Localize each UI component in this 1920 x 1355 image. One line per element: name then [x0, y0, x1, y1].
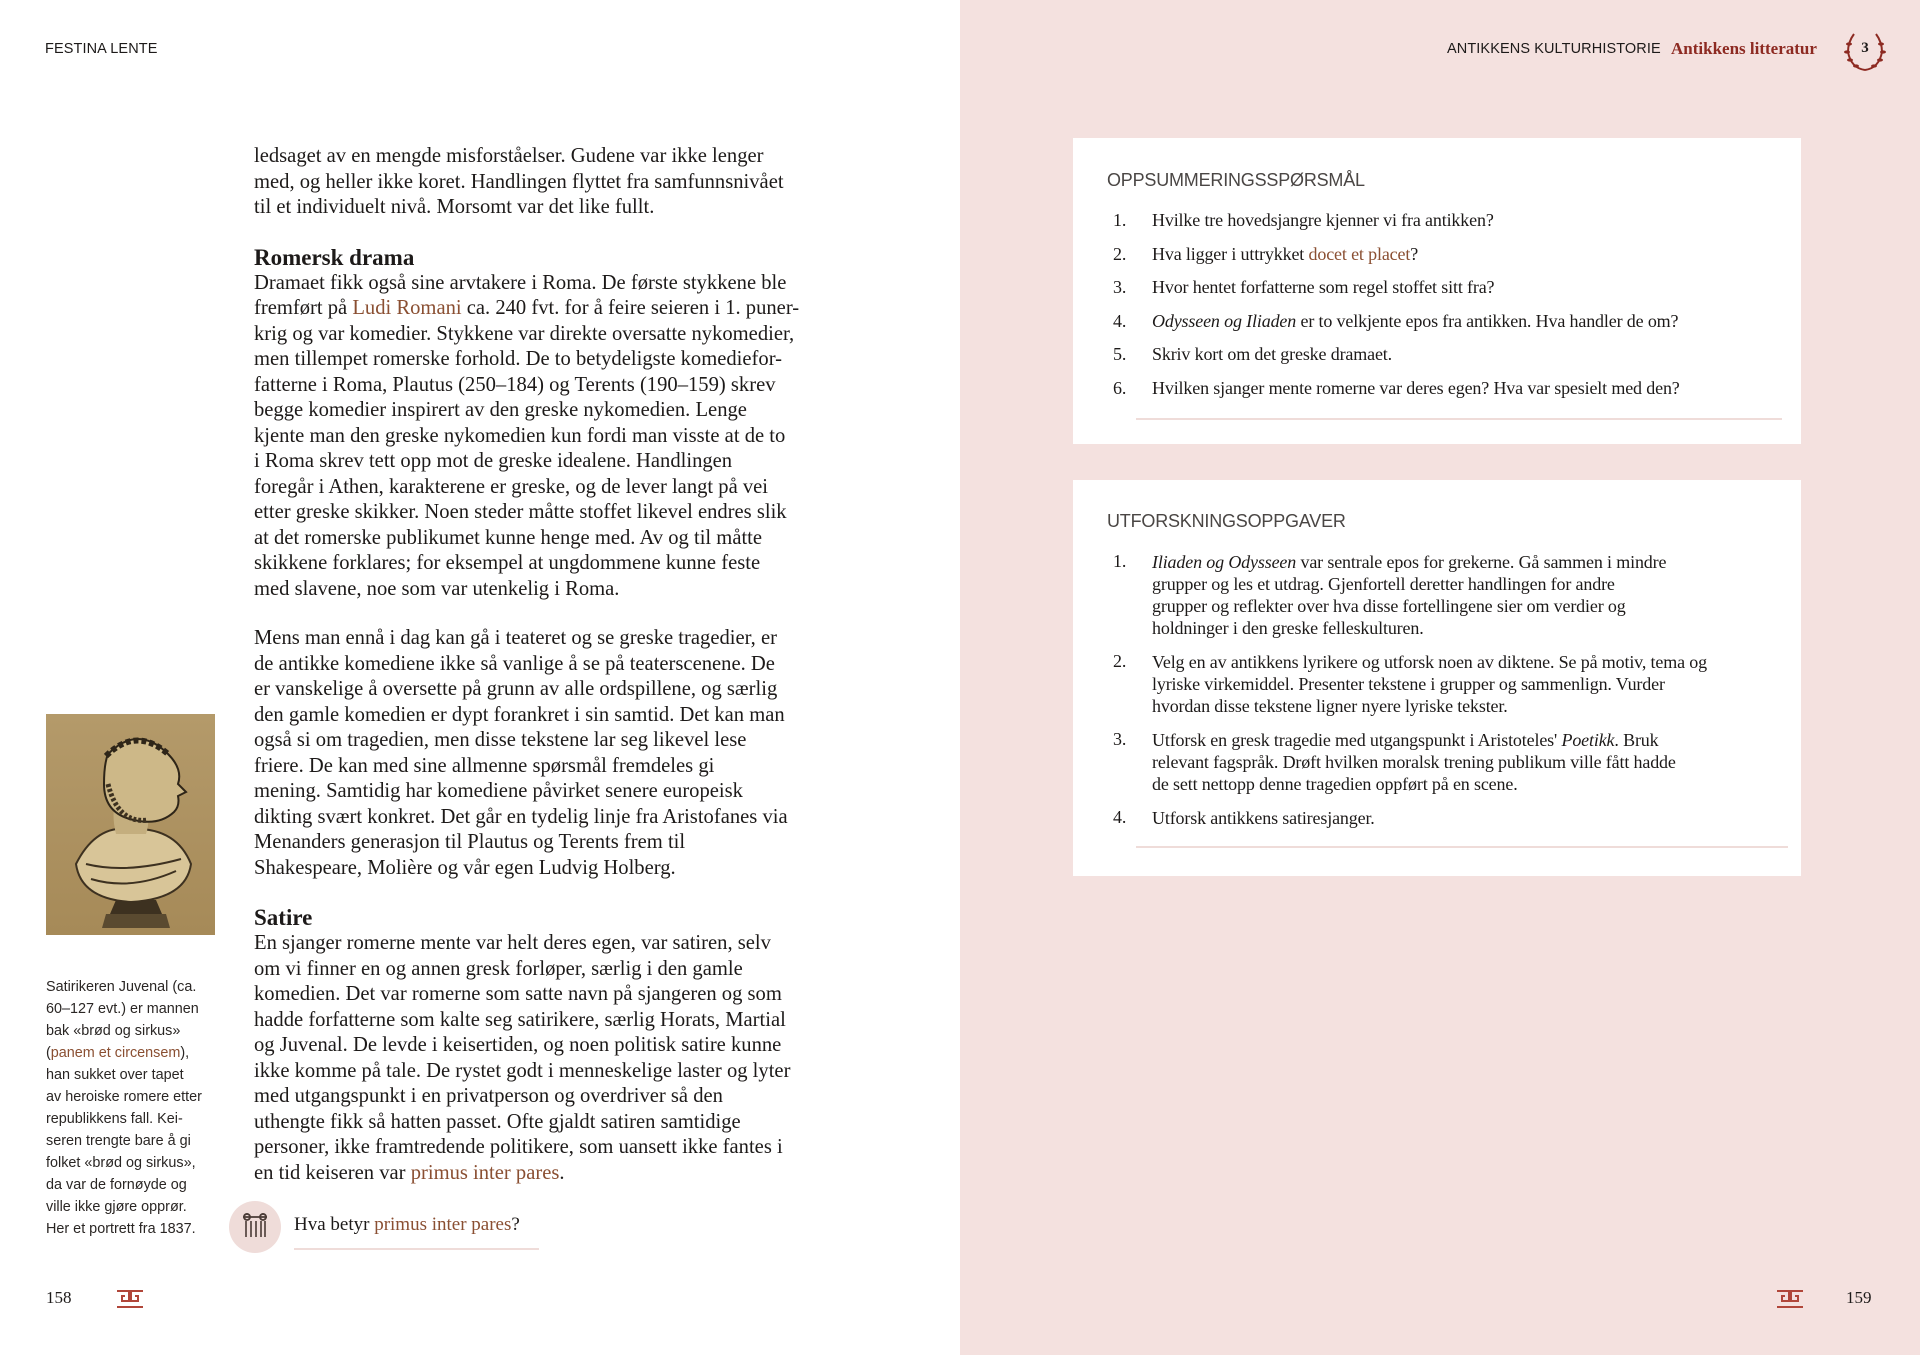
text-segment: de sett nettopp denne tragedien oppført på en scene.: [1152, 774, 1518, 794]
text-line: [1152, 342, 1801, 368]
item-number: 2.: [1113, 243, 1127, 264]
text-segment: ca. 240 fvt. for å feire seieren i 1. puner-: [461, 297, 800, 319]
divider: [1136, 846, 1788, 848]
list-item: [1113, 242, 1801, 276]
text-segment: Hvilken sjanger mente romerne var deres egen? Hva var spesielt med den?: [1152, 377, 1680, 398]
text-segment: med utgangspunkt i en privatperson og overdriver så den: [254, 1085, 723, 1107]
text-line: [254, 982, 854, 1008]
text-line: [46, 1042, 226, 1064]
text-segment: i Roma skrev tett opp mot de greske idealene. Handlingen: [254, 450, 733, 472]
divider: [294, 1248, 539, 1250]
text-segment: også si om tragedien, men disse tekstene lar seg likevel lese: [254, 729, 747, 751]
text-line: [254, 1161, 854, 1187]
text-segment: Dramaet fikk også sine arvtakere i Roma. De første stykkene ble: [254, 271, 787, 294]
text-segment: grupper og les et utdrag. Gjenfortell deretter handlingen for andre: [1152, 574, 1615, 594]
italic-title: Odysseen og Iliaden: [1152, 310, 1297, 331]
text-segment: Shakespeare, Molière og vår egen Ludvig Holberg.: [254, 856, 676, 879]
text-line: [46, 1020, 226, 1042]
list-item: [1113, 807, 1801, 829]
text-segment: og Juvenal. De levde i keisertiden, og noen politisk satire kunne: [254, 1034, 782, 1056]
text-segment: Hva ligger i uttrykket: [1152, 243, 1309, 264]
text-line: [46, 1218, 226, 1240]
text-segment: .: [559, 1161, 565, 1184]
text-segment: han sukket over tapet: [46, 1067, 184, 1083]
text-line: [1152, 573, 1801, 595]
text-line: [254, 144, 854, 170]
text-segment: de antikke komediene ikke så vanlige å se på teaterscenene. De: [254, 652, 775, 675]
page-number-right: 159: [1846, 1288, 1872, 1307]
text-segment: men tillempet romerske forhold. De to betydeligste komediefor-: [254, 348, 783, 370]
text-line: [46, 1130, 226, 1152]
text-segment: om vi finner en og annen gresk forløper, særlig i den gamle: [254, 957, 743, 980]
text-line: [254, 805, 854, 831]
text-segment: ?: [1410, 243, 1419, 264]
list-item: [1113, 309, 1801, 343]
paragraph: [254, 931, 854, 1186]
chapter-number: 3: [1861, 40, 1869, 56]
text-segment: krig og var komedier. Stykkene var direkte oversatte nykomedier,: [254, 322, 795, 345]
item-number: 4.: [1113, 310, 1127, 331]
text-segment: Skriv kort om det greske dramaet.: [1152, 344, 1392, 364]
text-segment: fremført på: [254, 297, 353, 319]
running-title-right: ANTIKKENS KULTURHISTORIE: [1447, 41, 1661, 57]
running-title-left: FESTINA LENTE: [45, 41, 158, 57]
text-line: [254, 626, 854, 652]
term-link[interactable]: primus inter pares: [374, 1214, 512, 1235]
text-line: [1152, 242, 1801, 268]
text-segment: Utforsk en gresk tragedie med utgangspunkt i Aristoteles': [1152, 730, 1562, 750]
item-number: 3.: [1113, 277, 1127, 297]
paragraph: [254, 271, 854, 603]
text-line: [1152, 729, 1801, 751]
text-line: [46, 1152, 226, 1174]
body-text: [254, 144, 854, 1186]
text-line: [46, 1108, 226, 1130]
text-segment: 60–127 evt.) er mannen: [46, 1001, 199, 1017]
item-number: 5.: [1113, 344, 1127, 364]
text-line: [254, 577, 854, 603]
text-segment: Velg en av antikkens lyrikere og utforsk noen av diktene. Se på motiv, tema og: [1152, 652, 1707, 672]
text-line: [1152, 309, 1801, 335]
italic-title: Iliaden og Odysseen: [1152, 552, 1297, 572]
text-segment: ville ikke gjøre opprør.: [46, 1199, 187, 1215]
item-number: 4.: [1113, 807, 1127, 827]
text-segment: hadde forfatterne som kalte seg satirikere, særlig Horats, Martial: [254, 1008, 786, 1031]
page-number-left: 158: [46, 1288, 72, 1307]
text-segment: med, og heller ikke koret. Handlingen flyttet fra samfunnsnivået: [254, 170, 784, 193]
text-line: [254, 271, 854, 297]
section-heading: Satire: [254, 905, 313, 930]
text-segment: Hvilke tre hovedsjangre kjenner vi fra antikken?: [1152, 210, 1494, 230]
text-line: [46, 1064, 226, 1086]
text-line: [254, 779, 854, 805]
text-segment: ledsaget av en mengde misforståelser. Gudene var ikke lenger: [254, 145, 764, 167]
reflection-question: [294, 1212, 520, 1238]
text-line: [1152, 807, 1801, 829]
text-segment: holdninger i den greske felleskulturen.: [1152, 618, 1424, 638]
text-line: [254, 677, 854, 703]
text-line: [254, 500, 854, 526]
text-segment: seren trengte bare å gi: [46, 1133, 191, 1149]
list-item: [1113, 376, 1801, 410]
text-segment: da var de fornøyde og: [46, 1177, 187, 1193]
term-link[interactable]: primus inter pares: [410, 1161, 560, 1184]
text-line: [254, 856, 854, 882]
text-segment: begge komedier inspirert av den greske nykomedien. Lenge: [254, 399, 747, 421]
text-line: [46, 1086, 226, 1108]
text-segment: mening. Samtidig har komediene påvirket senere europeisk: [254, 780, 743, 802]
text-line: [254, 1110, 854, 1136]
text-segment: etter greske skikker. Noen steder måtte stoffet likevel endres slik: [254, 501, 787, 523]
item-number: 3.: [1113, 729, 1127, 749]
term-link[interactable]: panem et circensem: [50, 1045, 181, 1061]
text-segment: var sentrale epos for grekerne. Gå sammen i mindre: [1296, 552, 1667, 572]
juvenal-portrait-image: [46, 714, 215, 935]
question-mark: ?: [511, 1214, 520, 1235]
text-line: [1152, 376, 1801, 402]
text-segment: kjente man den greske nykomedien kun fordi man visste at de to: [254, 424, 786, 447]
column-icon: [229, 1201, 281, 1253]
text-line: [254, 754, 854, 780]
text-segment: folket «brød og sirkus»,: [46, 1155, 196, 1171]
text-segment: foregår i Athen, karakterene er greske, og de lever langt på vei: [254, 475, 769, 498]
text-line: [46, 998, 226, 1020]
text-segment: skikkene forklares; for eksempel at ungdommene kunne feste: [254, 552, 761, 574]
text-line: [254, 373, 854, 399]
paragraph: [254, 144, 854, 221]
text-line: [46, 1174, 226, 1196]
text-line: [1152, 208, 1801, 234]
text-line: [254, 398, 854, 424]
text-line: [46, 1196, 226, 1218]
text-segment: Mens man ennå i dag kan gå i teateret og se greske tragedier, er: [254, 627, 777, 649]
divider: [1136, 418, 1782, 420]
text-line: [254, 347, 854, 373]
text-line: [254, 170, 854, 196]
text-line: [254, 526, 854, 552]
text-segment: med slavene, noe som var utenkelig i Roma.: [254, 577, 620, 600]
text-line: [254, 1084, 854, 1110]
text-line: [254, 1033, 854, 1059]
text-line: [254, 728, 854, 754]
text-line: [254, 652, 854, 678]
text-line: [254, 703, 854, 729]
meander-icon: [1776, 1290, 1804, 1308]
text-segment: (: [46, 1045, 51, 1061]
item-number: 6.: [1113, 377, 1127, 398]
text-line: [1152, 551, 1801, 573]
text-line: [1152, 673, 1801, 695]
text-line: [1152, 773, 1801, 795]
italic-title: Poetikk: [1561, 730, 1615, 750]
text-line: [254, 931, 854, 957]
text-segment: komedien. Det var romerne som satte navn på sjangeren og som: [254, 983, 782, 1005]
explore-title: UTFORSKNINGSOPPGAVER: [1107, 511, 1346, 531]
text-line: [254, 424, 854, 450]
text-segment: lyriske virkemiddel. Presenter tekstene i grupper og sammenlign. Vurder: [1152, 674, 1665, 694]
text-line: [254, 1059, 854, 1085]
text-segment: En sjanger romerne mente var helt deres egen, var satiren, selv: [254, 932, 771, 954]
summary-questions-box: [1073, 138, 1801, 444]
text-segment: Her et portrett fra 1837.: [46, 1221, 196, 1237]
text-segment: relevant fagspråk. Drøft hvilken moralsk trening publikum ville fått hadde: [1152, 752, 1676, 772]
text-segment: uthengte fikk så hatten passet. Ofte gjaldt satiren samtidige: [254, 1110, 741, 1133]
text-segment: den gamle komedien er dypt forankret i sin samtid. Det kan man: [254, 703, 785, 726]
text-segment: ikke komme på tale. De rystet godt i menneskelige laster og lyter: [254, 1059, 791, 1082]
text-line: [254, 296, 854, 322]
chapter-title: Antikkens litteratur: [1671, 39, 1817, 58]
text-segment: av heroiske romere etter: [46, 1089, 202, 1105]
item-number: 1.: [1113, 210, 1127, 230]
text-line: [254, 957, 854, 983]
list-item: [1113, 342, 1801, 376]
text-segment: er to velkjente epos fra antikken. Hva handler de om?: [1296, 310, 1679, 331]
text-line: [1152, 751, 1801, 773]
text-segment: Menanders generasjon til Plautus og Terents frem til: [254, 831, 686, 853]
text-segment: at det romerske publikumet kunne henge med. Av og til måtte: [254, 526, 763, 549]
question-text: Hva betyr: [294, 1214, 375, 1235]
list-item: [1113, 729, 1801, 795]
text-segment: grupper og reflekter over hva disse fortellingene sier om verdier og: [1152, 596, 1626, 616]
item-number: 2.: [1113, 651, 1127, 671]
laurel-chapter-badge: [1842, 28, 1888, 74]
text-segment: dikting svært konkret. Det går en tydelig linje fra Aristofanes via: [254, 805, 788, 828]
text-segment: ),: [180, 1045, 190, 1061]
list-item: [1113, 275, 1801, 309]
term-link[interactable]: Ludi Romani: [352, 297, 462, 319]
list-item: [1113, 208, 1801, 242]
text-segment: en tid keiseren var: [254, 1161, 411, 1184]
text-line: [254, 551, 854, 577]
text-line: [254, 195, 854, 221]
text-line: [254, 449, 854, 475]
text-segment: republikkens fall. Kei-: [46, 1111, 183, 1127]
text-segment: bak «brød og sirkus»: [46, 1023, 181, 1039]
text-line: [46, 976, 226, 998]
summary-title: OPPSUMMERINGSSPØRSMÅL: [1107, 170, 1365, 190]
text-line: [1152, 695, 1801, 717]
meander-icon: [116, 1290, 144, 1308]
exploration-tasks-box: [1073, 480, 1801, 876]
text-segment: er vanskelige å oversette på grunn av alle ordspillene, og særlig: [254, 678, 778, 700]
text-segment: til et individuelt nivå. Morsomt var det like fullt.: [254, 196, 655, 218]
list-item: [1113, 551, 1801, 639]
text-line: [254, 830, 854, 856]
summary-list: [1113, 208, 1801, 409]
text-line: [254, 1135, 854, 1161]
text-segment: Hvor hentet forfatterne som regel stoffet sitt fra?: [1152, 277, 1495, 297]
text-line: [1152, 651, 1801, 673]
text-segment: Satirikeren Juvenal (ca.: [46, 979, 197, 995]
paragraph: [254, 626, 854, 881]
text-segment: . Bruk: [1614, 730, 1659, 750]
text-line: [254, 475, 854, 501]
text-segment: personer, ikke framtredende politikere, som uansett ikke fantes i: [254, 1136, 783, 1158]
text-line: [1152, 275, 1801, 301]
section-heading: Romersk drama: [254, 244, 415, 270]
explore-list: [1113, 551, 1801, 841]
image-caption: [46, 976, 226, 1240]
text-line: [1152, 595, 1801, 617]
text-segment: friere. De kan med sine allmenne spørsmål fremdeles gi: [254, 754, 715, 777]
list-item: [1113, 651, 1801, 717]
text-line: [254, 1008, 854, 1034]
item-number: 1.: [1113, 551, 1127, 571]
text-line: [1152, 617, 1801, 639]
text-segment: Utforsk antikkens satiresjanger.: [1152, 808, 1375, 828]
text-segment: fatterne i Roma, Plautus (250–184) og Terents (190–159) skrev: [254, 373, 776, 396]
term-link[interactable]: docet et placet: [1308, 243, 1411, 264]
text-line: [254, 322, 854, 348]
text-segment: hvordan disse tekstene ligner nyere lyriske tekster.: [1152, 696, 1508, 716]
